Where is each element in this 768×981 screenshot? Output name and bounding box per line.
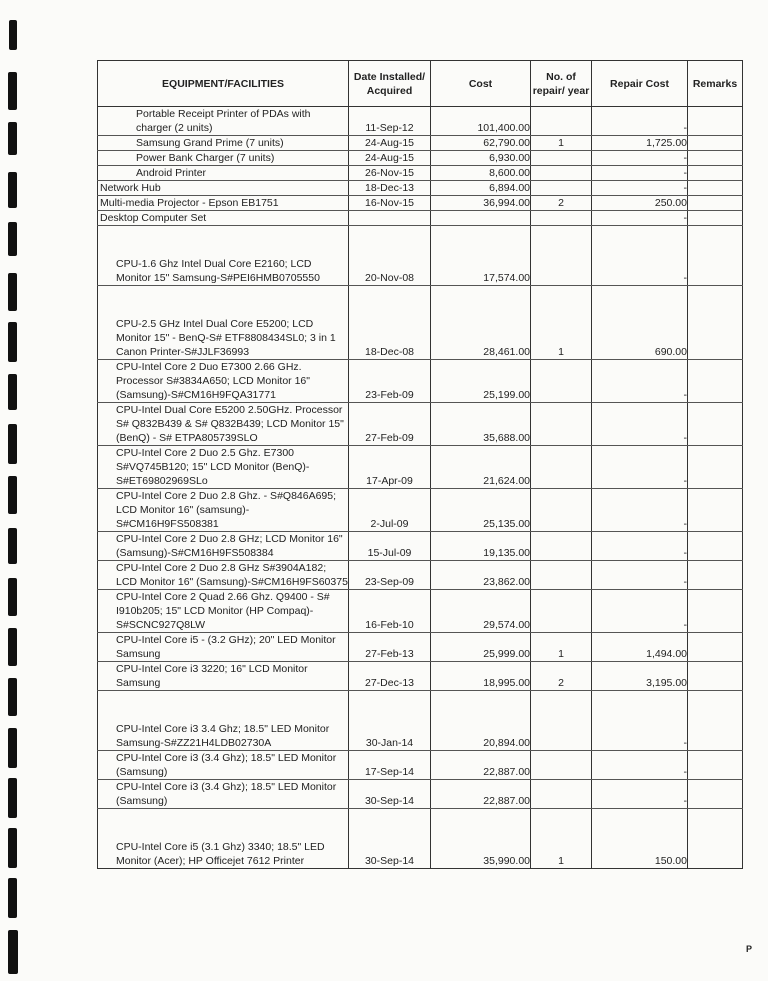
cost-cell: 23,862.00: [431, 561, 531, 590]
cost-cell: 22,887.00: [431, 751, 531, 780]
date-cell: 27-Dec-13: [349, 662, 431, 691]
spacer-row: [98, 809, 743, 841]
repairs-cell: [531, 257, 592, 286]
cost-cell: 19,135.00: [431, 532, 531, 561]
item-cell: CPU-Intel Core i5 - (3.2 GHz); 20" LED Monitor Samsung: [98, 633, 349, 662]
cost-cell: 20,894.00: [431, 722, 531, 751]
date-cell: 18-Dec-13: [349, 181, 431, 196]
remarks-cell: [688, 633, 743, 662]
date-cell: 18-Dec-08: [349, 317, 431, 360]
remarks-cell: [688, 751, 743, 780]
item-cell: CPU-Intel Core i3 (3.4 Ghz); 18.5" LED Monitor (Samsung): [98, 780, 349, 809]
repairs-cell: [531, 151, 592, 166]
cost-cell: [431, 211, 531, 226]
table-row: [98, 840, 743, 869]
repairs-cell: 1: [531, 317, 592, 360]
repair-cost-cell: -: [592, 722, 688, 751]
binding-marks: [0, 0, 30, 981]
item-cell: Network Hub: [98, 181, 349, 196]
repair-cost-cell: 1,494.00: [592, 633, 688, 662]
cost-cell: 28,461.00: [431, 317, 531, 360]
item-cell: CPU-Intel Core 2 Duo 2.8 Ghz. - S#Q846A695; LCD Monitor 16" (samsung)-S#CM16H9FS508381: [98, 489, 349, 532]
item-cell: CPU-Intel Core 2 Duo 2.5 Ghz. E7300 S#VQ745B120; 15" LCD Monitor (BenQ)-S#ET69802969SLo: [98, 446, 349, 489]
cost-cell: 36,994.00: [431, 196, 531, 211]
repairs-cell: [531, 590, 592, 633]
remarks-cell: [688, 196, 743, 211]
item-cell: Multi-media Projector - Epson EB1751: [98, 196, 349, 211]
table-row: [98, 722, 743, 751]
cost-cell: 25,199.00: [431, 360, 531, 403]
date-cell: 27-Feb-09: [349, 403, 431, 446]
remarks-cell: [688, 151, 743, 166]
repair-cost-cell: -: [592, 403, 688, 446]
cost-cell: 6,930.00: [431, 151, 531, 166]
repair-cost-cell: -: [592, 780, 688, 809]
remarks-cell: [688, 489, 743, 532]
item-cell: Android Printer: [98, 166, 349, 181]
spacer-row: [98, 226, 743, 258]
equipment-table: [97, 60, 743, 869]
table-row: [98, 151, 743, 166]
spacer-row: [98, 691, 743, 723]
date-cell: [349, 211, 431, 226]
remarks-cell: [688, 107, 743, 136]
repairs-cell: [531, 181, 592, 196]
item-cell: Samsung Grand Prime (7 units): [98, 136, 349, 151]
page-marker: P: [745, 944, 752, 954]
item-cell: CPU-Intel Core i3 3220; 16" LCD Monitor Samsung: [98, 662, 349, 691]
repairs-cell: 2: [531, 662, 592, 691]
header-repair-cost: Repair Cost: [592, 61, 688, 107]
cost-cell: 8,600.00: [431, 166, 531, 181]
item-cell: Power Bank Charger (7 units): [98, 151, 349, 166]
table-row: [98, 181, 743, 196]
repairs-cell: [531, 403, 592, 446]
table-row: [98, 489, 743, 532]
table-row: [98, 317, 743, 360]
date-cell: 23-Sep-09: [349, 561, 431, 590]
remarks-cell: [688, 532, 743, 561]
date-cell: 20-Nov-08: [349, 257, 431, 286]
repairs-cell: [531, 722, 592, 751]
table-row: [98, 196, 743, 211]
date-cell: 16-Nov-15: [349, 196, 431, 211]
remarks-cell: [688, 722, 743, 751]
remarks-cell: [688, 211, 743, 226]
repair-cost-cell: -: [592, 751, 688, 780]
repair-cost-cell: 3,195.00: [592, 662, 688, 691]
table-row: [98, 633, 743, 662]
cost-cell: 25,135.00: [431, 489, 531, 532]
repair-cost-cell: -: [592, 360, 688, 403]
repair-cost-cell: -: [592, 590, 688, 633]
remarks-cell: [688, 662, 743, 691]
item-cell: Portable Receipt Printer of PDAs with charger (2 units): [98, 107, 349, 136]
repair-cost-cell: 250.00: [592, 196, 688, 211]
remarks-cell: [688, 446, 743, 489]
remarks-cell: [688, 166, 743, 181]
cost-cell: 17,574.00: [431, 257, 531, 286]
date-cell: 23-Feb-09: [349, 360, 431, 403]
date-cell: 16-Feb-10: [349, 590, 431, 633]
cost-cell: 21,624.00: [431, 446, 531, 489]
repair-cost-cell: -: [592, 561, 688, 590]
table-row: [98, 751, 743, 780]
table-row: [98, 780, 743, 809]
repairs-cell: 1: [531, 840, 592, 869]
repairs-cell: [531, 561, 592, 590]
remarks-cell: [688, 403, 743, 446]
remarks-cell: [688, 561, 743, 590]
table-row: [98, 136, 743, 151]
table-row: [98, 257, 743, 286]
repair-cost-cell: -: [592, 489, 688, 532]
header-equipment: EQUIPMENT/FACILITIES: [98, 61, 349, 107]
repairs-cell: [531, 532, 592, 561]
table-row: [98, 211, 743, 226]
repair-cost-cell: 150.00: [592, 840, 688, 869]
repairs-cell: 2: [531, 196, 592, 211]
repairs-cell: 1: [531, 136, 592, 151]
cost-cell: 35,990.00: [431, 840, 531, 869]
item-cell: CPU-Intel Core 2 Duo 2.8 GHz; LCD Monitor 16" (Samsung)-S#CM16H9FS508384: [98, 532, 349, 561]
header-date: Date Installed/ Acquired: [349, 61, 431, 107]
repair-cost-cell: -: [592, 151, 688, 166]
repair-cost-cell: -: [592, 532, 688, 561]
header-remarks: Remarks: [688, 61, 743, 107]
repairs-cell: [531, 107, 592, 136]
remarks-cell: [688, 136, 743, 151]
item-cell: CPU-Intel Core i5 (3.1 Ghz) 3340; 18.5" LED Monitor (Acer); HP Officejet 7612 Printer: [98, 840, 349, 869]
table-row: [98, 166, 743, 181]
repair-cost-cell: -: [592, 211, 688, 226]
cost-cell: 25,999.00: [431, 633, 531, 662]
repairs-cell: [531, 360, 592, 403]
cost-cell: 29,574.00: [431, 590, 531, 633]
repair-cost-cell: -: [592, 446, 688, 489]
table-row: [98, 403, 743, 446]
repairs-cell: [531, 780, 592, 809]
item-cell: CPU-Intel Core 2 Quad 2.66 Ghz. Q9400 - S# I910b205; 15" LCD Monitor (HP Compaq)-S#SCNC927Q8LW: [98, 590, 349, 633]
table-row: [98, 561, 743, 590]
date-cell: 17-Sep-14: [349, 751, 431, 780]
repairs-cell: [531, 489, 592, 532]
date-cell: 2-Jul-09: [349, 489, 431, 532]
repairs-cell: 1: [531, 633, 592, 662]
cost-cell: 35,688.00: [431, 403, 531, 446]
item-cell: CPU-Intel Core i3 (3.4 Ghz); 18.5" LED Monitor (Samsung): [98, 751, 349, 780]
repair-cost-cell: -: [592, 166, 688, 181]
repair-cost-cell: 1,725.00: [592, 136, 688, 151]
repair-cost-cell: -: [592, 181, 688, 196]
remarks-cell: [688, 181, 743, 196]
repairs-cell: [531, 166, 592, 181]
cost-cell: 62,790.00: [431, 136, 531, 151]
repair-cost-cell: 690.00: [592, 317, 688, 360]
remarks-cell: [688, 257, 743, 286]
date-cell: 30-Jan-14: [349, 722, 431, 751]
item-cell: CPU-1.6 Ghz Intel Dual Core E2160; LCD Monitor 15" Samsung-S#PEI6HMB0705550: [98, 257, 349, 286]
item-cell: CPU-Intel Core i3 3.4 Ghz; 18.5" LED Monitor Samsung-S#ZZ21H4LDB02730A: [98, 722, 349, 751]
table-header-row: [98, 61, 743, 107]
date-cell: 27-Feb-13: [349, 633, 431, 662]
cost-cell: 101,400.00: [431, 107, 531, 136]
remarks-cell: [688, 317, 743, 360]
table-row: [98, 360, 743, 403]
date-cell: 11-Sep-12: [349, 107, 431, 136]
remarks-cell: [688, 840, 743, 869]
item-cell: Desktop Computer Set: [98, 211, 349, 226]
date-cell: 30-Sep-14: [349, 840, 431, 869]
cost-cell: 22,887.00: [431, 780, 531, 809]
remarks-cell: [688, 590, 743, 633]
repairs-cell: [531, 211, 592, 226]
date-cell: 24-Aug-15: [349, 151, 431, 166]
table-row: [98, 532, 743, 561]
header-cost: Cost: [431, 61, 531, 107]
date-cell: 30-Sep-14: [349, 780, 431, 809]
remarks-cell: [688, 360, 743, 403]
spacer-row: [98, 286, 743, 318]
date-cell: 15-Jul-09: [349, 532, 431, 561]
date-cell: 17-Apr-09: [349, 446, 431, 489]
item-cell: CPU-2.5 GHz Intel Dual Core E5200; LCD Monitor 15" - BenQ-S# ETF8808434SL0; 3 in 1 Canon Printer-S#JJLF36993: [98, 317, 349, 360]
table-row: [98, 590, 743, 633]
date-cell: 26-Nov-15: [349, 166, 431, 181]
item-cell: CPU-Intel Core 2 Duo E7300 2.66 GHz. Processor S#3834A650; LCD Monitor 16" (Samsung)-S#CM16H9FQA31771: [98, 360, 349, 403]
table-row: [98, 446, 743, 489]
cost-cell: 18,995.00: [431, 662, 531, 691]
item-cell: CPU-Intel Dual Core E5200 2.50GHz. Processor S# Q832B439 & S# Q832B439; LCD Monitor 15" (BenQ) - S# ETPA805739SLO: [98, 403, 349, 446]
repairs-cell: [531, 751, 592, 780]
remarks-cell: [688, 780, 743, 809]
table-row: [98, 662, 743, 691]
cost-cell: 6,894.00: [431, 181, 531, 196]
repairs-cell: [531, 446, 592, 489]
date-cell: 24-Aug-15: [349, 136, 431, 151]
repair-cost-cell: -: [592, 107, 688, 136]
repair-cost-cell: -: [592, 257, 688, 286]
header-repairs: No. of repair/ year: [531, 61, 592, 107]
table-row: [98, 107, 743, 136]
item-cell: CPU-Intel Core 2 Duo 2.8 GHz S#3904A182; LCD Monitor 16" (Samsung)-S#CM16H9FS60375: [98, 561, 349, 590]
